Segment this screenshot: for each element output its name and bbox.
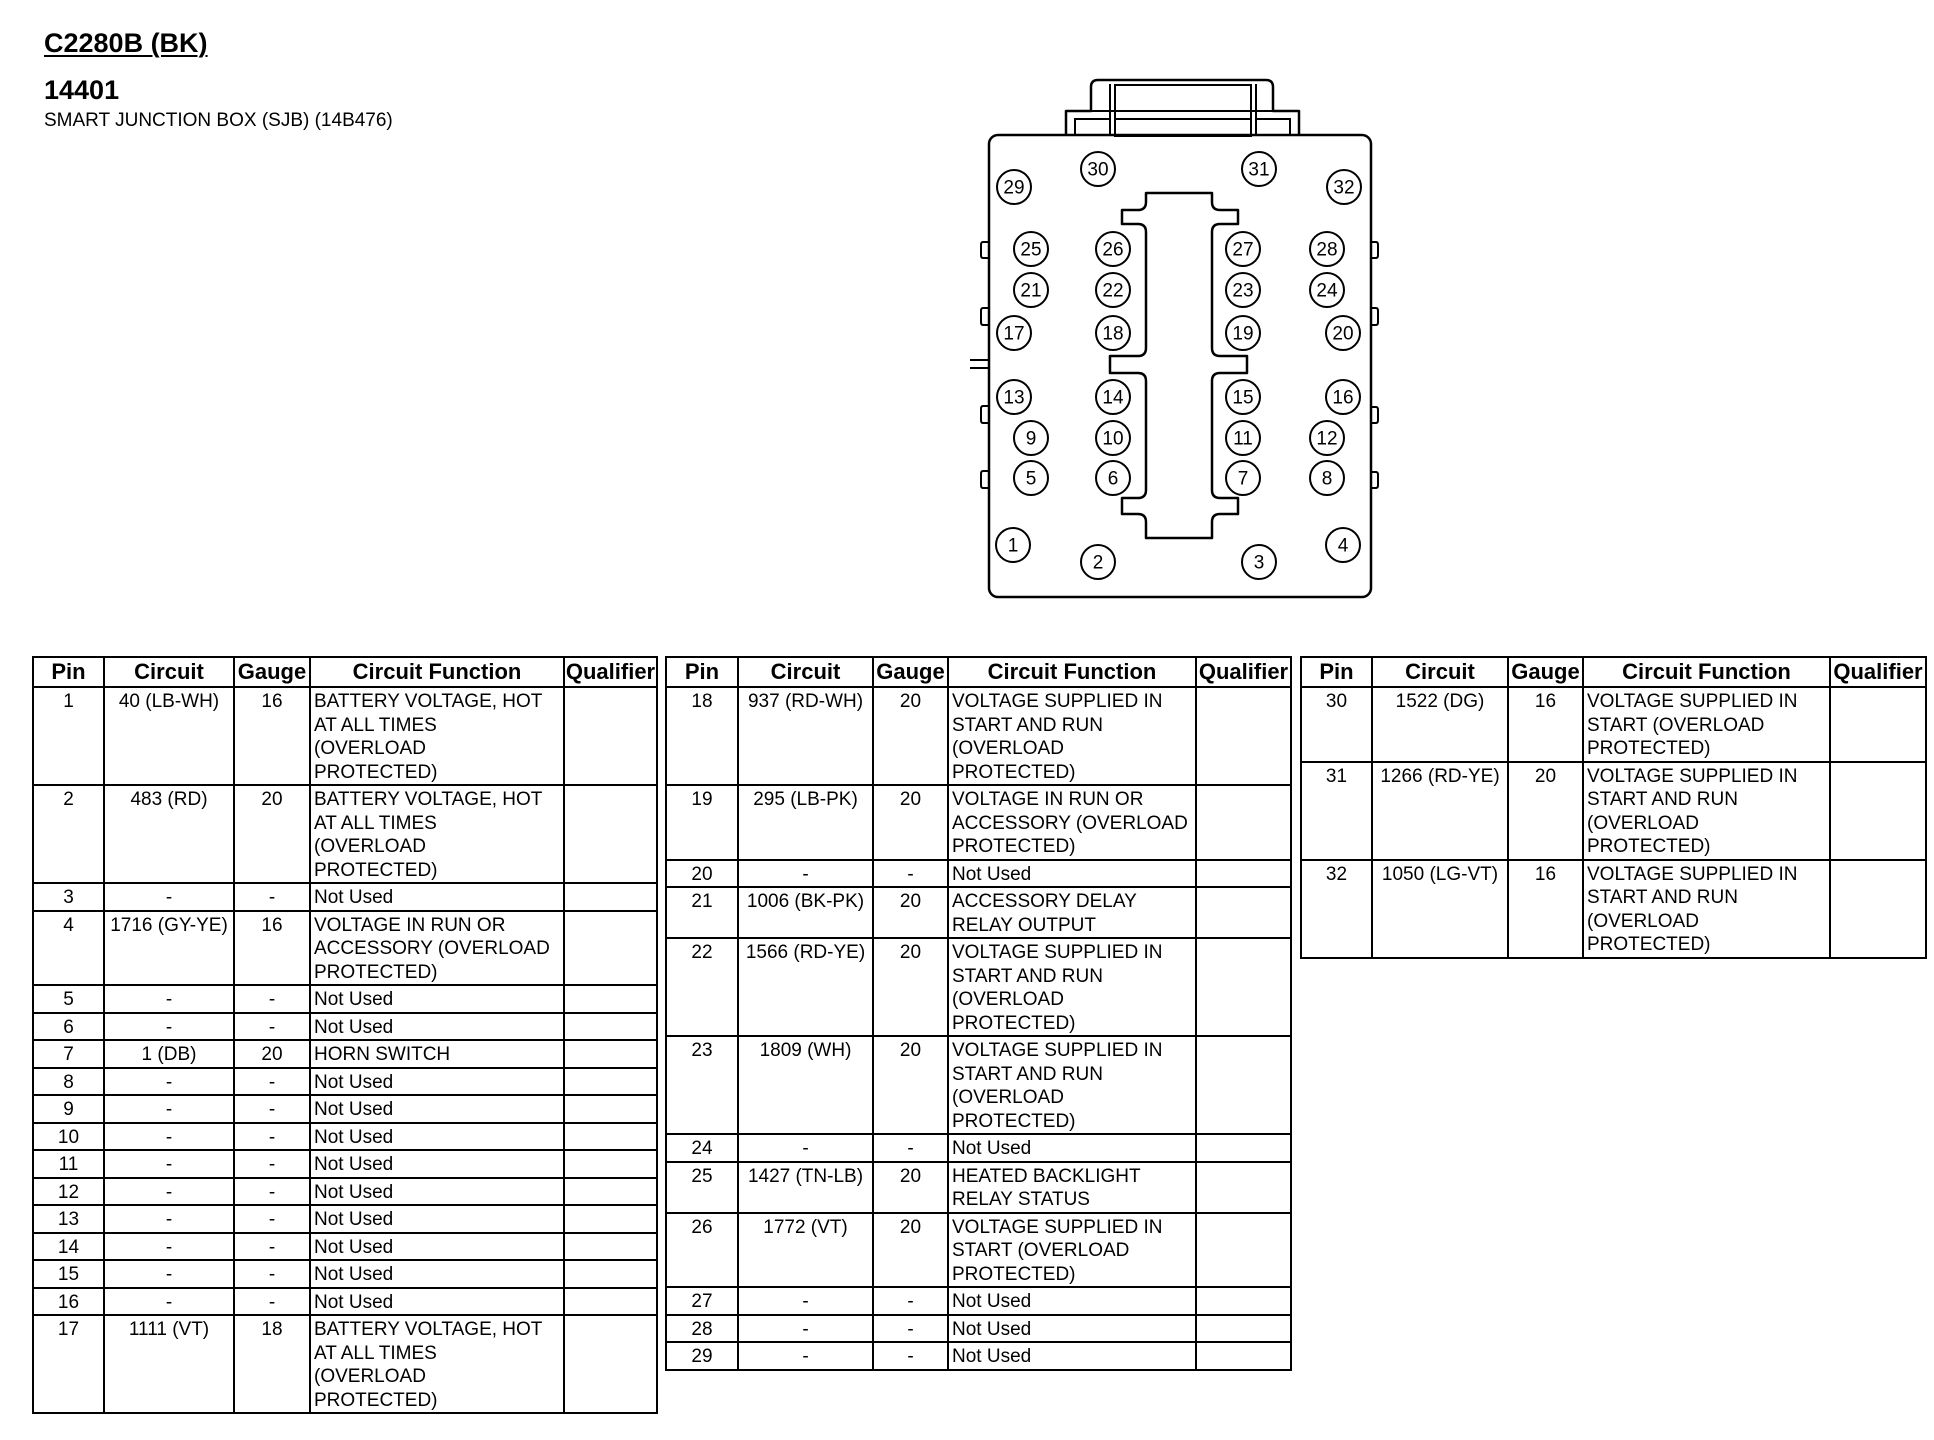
circuit-cell: - [737, 1343, 872, 1369]
circuit-function-cell: Not Used [947, 861, 1195, 887]
circuit-cell: - [103, 1289, 233, 1315]
pin-cell: 16 [57, 1291, 80, 1313]
pin-cell: 25 [691, 1165, 713, 1187]
circuit-cell: - [737, 1135, 872, 1161]
circuit-function-cell: VOLTAGE IN RUN OR ACCESSORY (OVERLOAD PROTECTED) [309, 912, 563, 985]
qualifier-cell [1195, 939, 1290, 1035]
pin-cell: 6 [63, 1016, 74, 1038]
header-qualifier: Qualifier [1829, 658, 1925, 686]
pin-cell: 31 [1325, 765, 1348, 787]
pin-cavity-27 [1226, 232, 1260, 266]
header-gauge: Gauge [872, 658, 947, 686]
circuit-cell: - [737, 861, 872, 887]
table-row [667, 688, 1290, 786]
gauge-cell: - [233, 1124, 309, 1150]
pin-cell: 13 [57, 1209, 80, 1230]
gauge-cell: - [233, 1206, 309, 1232]
circuit-cell: - [103, 1234, 233, 1260]
circuit-cell: 1111 (VT) [103, 1316, 233, 1412]
pin-number-label: 12 [1316, 428, 1338, 450]
circuit-function-cell: VOLTAGE SUPPLIED IN START AND RUN (OVERLOAD PROTECTED) [947, 1037, 1195, 1133]
circuit-cell: - [103, 1179, 233, 1205]
qualifier-cell [1195, 1037, 1290, 1133]
table-row [667, 939, 1290, 1037]
gauge-cell: 20 [872, 1037, 947, 1133]
qualifier-cell [563, 884, 656, 910]
circuit-function-cell: Not Used [309, 1179, 563, 1205]
table-row [667, 1163, 1290, 1214]
pin-cell: 3 [63, 887, 74, 908]
pin-cavity-4 [1326, 528, 1360, 562]
gauge-cell: - [872, 1316, 947, 1342]
qualifier-cell [1829, 763, 1925, 859]
table-row [34, 986, 656, 1014]
pin-cell: 1 [63, 691, 74, 712]
pin-cavity-8 [1310, 461, 1344, 495]
pin-cell: 11 [58, 1154, 79, 1175]
pin-number-label: 21 [1020, 280, 1042, 302]
gauge-cell: - [872, 861, 947, 887]
qualifier-cell [1195, 888, 1290, 937]
table-row [34, 1151, 656, 1179]
circuit-cell: 1772 (VT) [737, 1214, 872, 1287]
table-row [34, 1014, 656, 1042]
pin-cell: 10 [57, 1126, 80, 1148]
pin-cell: 21 [691, 891, 713, 912]
qualifier-cell [563, 1316, 656, 1412]
pin-cavity-18 [1096, 316, 1130, 350]
circuit-cell: 1006 (BK-PK) [737, 888, 872, 937]
qualifier-cell [563, 912, 656, 985]
pin-number-label: 29 [1003, 177, 1025, 199]
gauge-cell: 20 [872, 1214, 947, 1287]
qualifier-cell [563, 1096, 656, 1122]
qualifier-cell [1195, 1214, 1290, 1287]
pin-number-label: 13 [1003, 387, 1025, 409]
connector-id-title: C2280B (BK) [44, 28, 208, 58]
qualifier-cell [1195, 1163, 1290, 1212]
gauge-cell: - [233, 1151, 309, 1177]
pin-cell: 20 [691, 863, 713, 885]
pin-number-label: 16 [1332, 387, 1354, 409]
pin-cavity-5 [1014, 461, 1048, 495]
pin-cavity-29 [997, 170, 1031, 204]
gauge-cell: 20 [872, 939, 947, 1035]
circuit-function-cell: Not Used [947, 1288, 1195, 1314]
circuit-function-cell: Not Used [309, 1096, 563, 1122]
pin-cavity-22 [1096, 273, 1130, 307]
pin-number-label: 15 [1232, 387, 1254, 409]
pin-cell: 8 [63, 1071, 74, 1093]
circuit-cell: - [103, 1096, 233, 1122]
qualifier-cell [1195, 1135, 1290, 1161]
pin-number-label: 28 [1316, 239, 1338, 261]
qualifier-cell [1829, 688, 1925, 761]
pin-cell: 4 [63, 914, 74, 936]
pin-cavity-12 [1310, 421, 1344, 455]
pin-number-label: 5 [1025, 468, 1037, 490]
circuit-function-cell: HEATED BACKLIGHT RELAY STATUS [947, 1163, 1195, 1212]
gauge-cell: - [233, 986, 309, 1012]
circuit-function-cell: Not Used [947, 1316, 1195, 1342]
pin-cavity-13 [997, 380, 1031, 414]
connector-latch [1066, 80, 1299, 136]
pin-cell: 32 [1325, 863, 1348, 885]
pin-cavity-31 [1242, 152, 1276, 186]
circuit-function-cell: Not Used [309, 986, 563, 1012]
pin-cavities [996, 152, 1361, 579]
header-pin: Pin [684, 659, 720, 684]
pin-cell: 28 [691, 1318, 713, 1340]
circuit-cell: - [103, 884, 233, 910]
pin-cavity-3 [1242, 545, 1276, 579]
gauge-cell: 16 [1507, 861, 1582, 957]
pin-number-label: 14 [1102, 387, 1124, 409]
pin-number-label: 26 [1102, 239, 1124, 261]
table-row [34, 1069, 656, 1097]
pin-cavity-7 [1226, 461, 1260, 495]
pin-cavity-17 [997, 316, 1031, 350]
pin-cell: 22 [691, 942, 713, 963]
circuit-function-cell: Not Used [309, 1151, 563, 1177]
qualifier-cell [563, 1069, 656, 1095]
qualifier-cell [563, 1234, 656, 1260]
circuit-function-cell: Not Used [309, 884, 563, 910]
gauge-cell: - [233, 1179, 309, 1205]
pin-cell: 12 [57, 1181, 80, 1203]
table-row [34, 1206, 656, 1234]
table-row [34, 884, 656, 912]
circuit-function-cell: BATTERY VOLTAGE, HOT AT ALL TIMES (OVERLOAD PROTECTED) [309, 1316, 563, 1412]
qualifier-cell [1829, 861, 1925, 957]
circuit-function-cell: Not Used [309, 1261, 563, 1287]
circuit-function-cell: Not Used [947, 1135, 1195, 1161]
component-description: SMART JUNCTION BOX (SJB) (14B476) [44, 110, 393, 131]
pinout-table-2 [665, 656, 1292, 1371]
gauge-cell: - [233, 1096, 309, 1122]
qualifier-cell [563, 1289, 656, 1315]
connector-body [989, 135, 1371, 597]
pin-cavity-19 [1226, 316, 1260, 350]
table-row [667, 786, 1290, 861]
header-pin: Pin [51, 659, 86, 684]
table-row [667, 1214, 1290, 1289]
qualifier-cell [563, 1041, 656, 1067]
circuit-cell: - [103, 1124, 233, 1150]
pin-cavity-16 [1326, 380, 1360, 414]
pin-cavity-1 [996, 528, 1030, 562]
pin-cell: 23 [691, 1040, 713, 1061]
pin-number-label: 20 [1332, 323, 1354, 345]
gauge-cell: - [233, 1234, 309, 1260]
pin-cavity-30 [1081, 152, 1115, 186]
component-part-number: 14401 [44, 75, 120, 105]
pin-number-label: 7 [1237, 468, 1249, 490]
circuit-cell: 295 (LB-PK) [737, 786, 872, 859]
pin-number-label: 3 [1253, 552, 1265, 574]
table-row [34, 1041, 656, 1069]
table-row [667, 1135, 1290, 1163]
header-circuit-function: Circuit Function [309, 658, 563, 686]
circuit-cell: - [103, 1206, 233, 1232]
circuit-cell: - [737, 1316, 872, 1342]
circuit-cell: - [103, 1069, 233, 1095]
pin-cavity-9 [1014, 421, 1048, 455]
pin-number-label: 24 [1316, 280, 1338, 302]
pin-cell: 17 [57, 1319, 80, 1340]
qualifier-cell [563, 1151, 656, 1177]
table-row [34, 1316, 656, 1412]
table-row [667, 861, 1290, 889]
circuit-cell: - [737, 1288, 872, 1314]
circuit-function-cell: Not Used [309, 1069, 563, 1095]
pin-number-label: 22 [1102, 280, 1124, 302]
circuit-cell: 483 (RD) [103, 786, 233, 882]
table-row [34, 1261, 656, 1289]
pin-number-label: 9 [1025, 428, 1037, 450]
pin-number-label: 18 [1102, 323, 1124, 345]
gauge-cell: - [872, 1343, 947, 1369]
circuit-function-cell: Not Used [309, 1234, 563, 1260]
qualifier-cell [563, 1261, 656, 1287]
circuit-cell: 1522 (DG) [1371, 688, 1507, 761]
pin-number-label: 17 [1003, 323, 1025, 345]
circuit-cell: 1 (DB) [103, 1041, 233, 1067]
table-row [667, 1037, 1290, 1135]
circuit-cell: 1716 (GY-YE) [103, 912, 233, 985]
table-header-row [34, 658, 656, 688]
header-qualifier: Qualifier [1195, 658, 1290, 686]
pin-cell: 9 [63, 1099, 74, 1120]
circuit-function-cell: Not Used [309, 1014, 563, 1040]
gauge-cell: 20 [872, 888, 947, 937]
circuit-cell: 937 (RD-WH) [737, 688, 872, 784]
pin-cavity-20 [1326, 316, 1360, 350]
qualifier-cell [563, 1206, 656, 1232]
pin-number-label: 1 [1007, 535, 1019, 557]
pin-cavity-10 [1096, 421, 1130, 455]
table-row [1302, 861, 1925, 957]
pin-number-label: 19 [1232, 323, 1254, 345]
connector-diagram [0, 0, 1934, 620]
pin-number-label: 8 [1321, 468, 1333, 490]
table-row [34, 1096, 656, 1124]
gauge-cell: - [233, 1261, 309, 1287]
pin-number-label: 10 [1102, 428, 1124, 450]
circuit-cell: - [103, 1261, 233, 1287]
gauge-cell: - [872, 1135, 947, 1161]
pin-number-label: 32 [1333, 177, 1355, 199]
circuit-function-cell: Not Used [309, 1206, 563, 1232]
pin-cavity-24 [1310, 273, 1344, 307]
circuit-cell: 40 (LB-WH) [103, 688, 233, 784]
qualifier-cell [563, 786, 656, 882]
qualifier-cell [563, 1179, 656, 1205]
qualifier-cell [1195, 1288, 1290, 1314]
pin-cavity-32 [1327, 170, 1361, 204]
qualifier-cell [1195, 786, 1290, 859]
pin-cavity-6 [1096, 461, 1130, 495]
pin-cavity-2 [1081, 545, 1115, 579]
circuit-function-cell: VOLTAGE SUPPLIED IN START (OVERLOAD PROTECTED) [947, 1214, 1195, 1287]
gauge-cell: 16 [1507, 688, 1582, 761]
gauge-cell: - [233, 1289, 309, 1315]
table-row [34, 786, 656, 884]
header-circuit-function: Circuit Function [1582, 658, 1829, 686]
pin-number-label: 4 [1337, 535, 1349, 557]
pin-cavity-21 [1014, 273, 1048, 307]
pin-cavity-25 [1014, 232, 1048, 266]
header-circuit: Circuit [1371, 658, 1507, 686]
circuit-cell: - [103, 986, 233, 1012]
pin-number-label: 23 [1232, 280, 1254, 302]
gauge-cell: 20 [872, 786, 947, 859]
circuit-cell: 1050 (LG-VT) [1371, 861, 1507, 957]
pinout-table-3 [1300, 656, 1927, 959]
table-row [1302, 688, 1925, 763]
circuit-function-cell: Not Used [309, 1289, 563, 1315]
pin-number-label: 2 [1092, 552, 1104, 574]
pin-number-label: 11 [1233, 428, 1253, 450]
table-row [34, 1289, 656, 1317]
table-row [1302, 763, 1925, 861]
pin-cell: 15 [57, 1264, 80, 1285]
qualifier-cell [563, 1124, 656, 1150]
circuit-cell: 1266 (RD-YE) [1371, 763, 1507, 859]
circuit-function-cell: ACCESSORY DELAY RELAY OUTPUT [947, 888, 1195, 937]
circuit-cell: - [103, 1014, 233, 1040]
pin-cavity-14 [1096, 380, 1130, 414]
qualifier-cell [1195, 1316, 1290, 1342]
pin-cavity-26 [1096, 232, 1130, 266]
pin-cell: 14 [57, 1236, 80, 1258]
table-row [667, 1316, 1290, 1344]
qualifier-cell [563, 1014, 656, 1040]
gauge-cell: - [233, 884, 309, 910]
gauge-cell: 20 [872, 1163, 947, 1212]
gauge-cell: 16 [233, 688, 309, 784]
header-circuit: Circuit [737, 658, 872, 686]
qualifier-cell [1195, 1343, 1290, 1369]
circuit-function-cell: VOLTAGE SUPPLIED IN START AND RUN (OVERLOAD PROTECTED) [1582, 861, 1829, 957]
pin-cell: 24 [691, 1138, 713, 1159]
circuit-cell: 1427 (TN-LB) [737, 1163, 872, 1212]
gauge-cell: - [872, 1288, 947, 1314]
pin-cavity-15 [1226, 380, 1260, 414]
circuit-function-cell: Not Used [309, 1124, 563, 1150]
pin-cavity-28 [1310, 232, 1344, 266]
pin-cell: 27 [691, 1291, 713, 1312]
gauge-cell: 16 [233, 912, 309, 985]
pin-cavity-11 [1226, 421, 1260, 455]
table-row [34, 688, 656, 786]
header-pin: Pin [1319, 659, 1354, 684]
circuit-function-cell: Not Used [947, 1343, 1195, 1369]
pin-cell: 2 [63, 789, 74, 810]
pin-cell: 7 [63, 1044, 74, 1065]
gauge-cell: 20 [1507, 763, 1582, 859]
gauge-cell: - [233, 1069, 309, 1095]
pin-cell: 18 [691, 691, 713, 712]
gauge-cell: - [233, 1014, 309, 1040]
pin-cell: 5 [63, 989, 74, 1010]
gauge-cell: 18 [233, 1316, 309, 1412]
table-header-row [667, 658, 1290, 688]
header-circuit-function: Circuit Function [947, 658, 1195, 686]
gauge-cell: 20 [233, 786, 309, 882]
circuit-function-cell: VOLTAGE SUPPLIED IN START AND RUN (OVERLOAD PROTECTED) [1582, 763, 1829, 859]
qualifier-cell [1195, 688, 1290, 784]
table-row [667, 888, 1290, 939]
table-row [34, 912, 656, 987]
qualifier-cell [563, 688, 656, 784]
pin-cell: 29 [691, 1346, 713, 1367]
pin-number-label: 31 [1248, 159, 1270, 181]
header-gauge: Gauge [233, 658, 309, 686]
gauge-cell: 20 [872, 688, 947, 784]
pinout-table-1 [32, 656, 658, 1414]
circuit-function-cell: VOLTAGE SUPPLIED IN START AND RUN (OVERLOAD PROTECTED) [947, 688, 1195, 784]
pin-number-label: 30 [1087, 159, 1109, 181]
circuit-cell: - [103, 1151, 233, 1177]
qualifier-cell [563, 986, 656, 1012]
pin-cell: 26 [691, 1216, 713, 1238]
table-row [34, 1179, 656, 1207]
circuit-cell: 1566 (RD-YE) [737, 939, 872, 1035]
pin-number-label: 6 [1107, 468, 1119, 490]
circuit-function-cell: VOLTAGE SUPPLIED IN START AND RUN (OVERLOAD PROTECTED) [947, 939, 1195, 1035]
header-gauge: Gauge [1507, 658, 1582, 686]
gauge-cell: 20 [233, 1041, 309, 1067]
circuit-function-cell: VOLTAGE IN RUN OR ACCESSORY (OVERLOAD PROTECTED) [947, 786, 1195, 859]
qualifier-cell [1195, 861, 1290, 887]
circuit-function-cell: BATTERY VOLTAGE, HOT AT ALL TIMES (OVERLOAD PROTECTED) [309, 786, 563, 882]
pin-cell: 30 [1325, 691, 1348, 712]
table-header-row [1302, 658, 1925, 688]
circuit-function-cell: VOLTAGE SUPPLIED IN START (OVERLOAD PROTECTED) [1582, 688, 1829, 761]
table-row [667, 1288, 1290, 1316]
pin-cavity-23 [1226, 273, 1260, 307]
table-row [34, 1234, 656, 1262]
circuit-function-cell: HORN SWITCH [309, 1041, 563, 1067]
table-row [34, 1124, 656, 1152]
pin-number-label: 27 [1232, 239, 1254, 261]
circuit-function-cell: BATTERY VOLTAGE, HOT AT ALL TIMES (OVERLOAD PROTECTED) [309, 688, 563, 784]
pin-cell: 19 [691, 789, 713, 810]
table-row [667, 1343, 1290, 1369]
header-circuit: Circuit [103, 658, 233, 686]
header-qualifier: Qualifier [563, 658, 656, 686]
pin-number-label: 25 [1020, 239, 1042, 261]
circuit-cell: 1809 (WH) [737, 1037, 872, 1133]
